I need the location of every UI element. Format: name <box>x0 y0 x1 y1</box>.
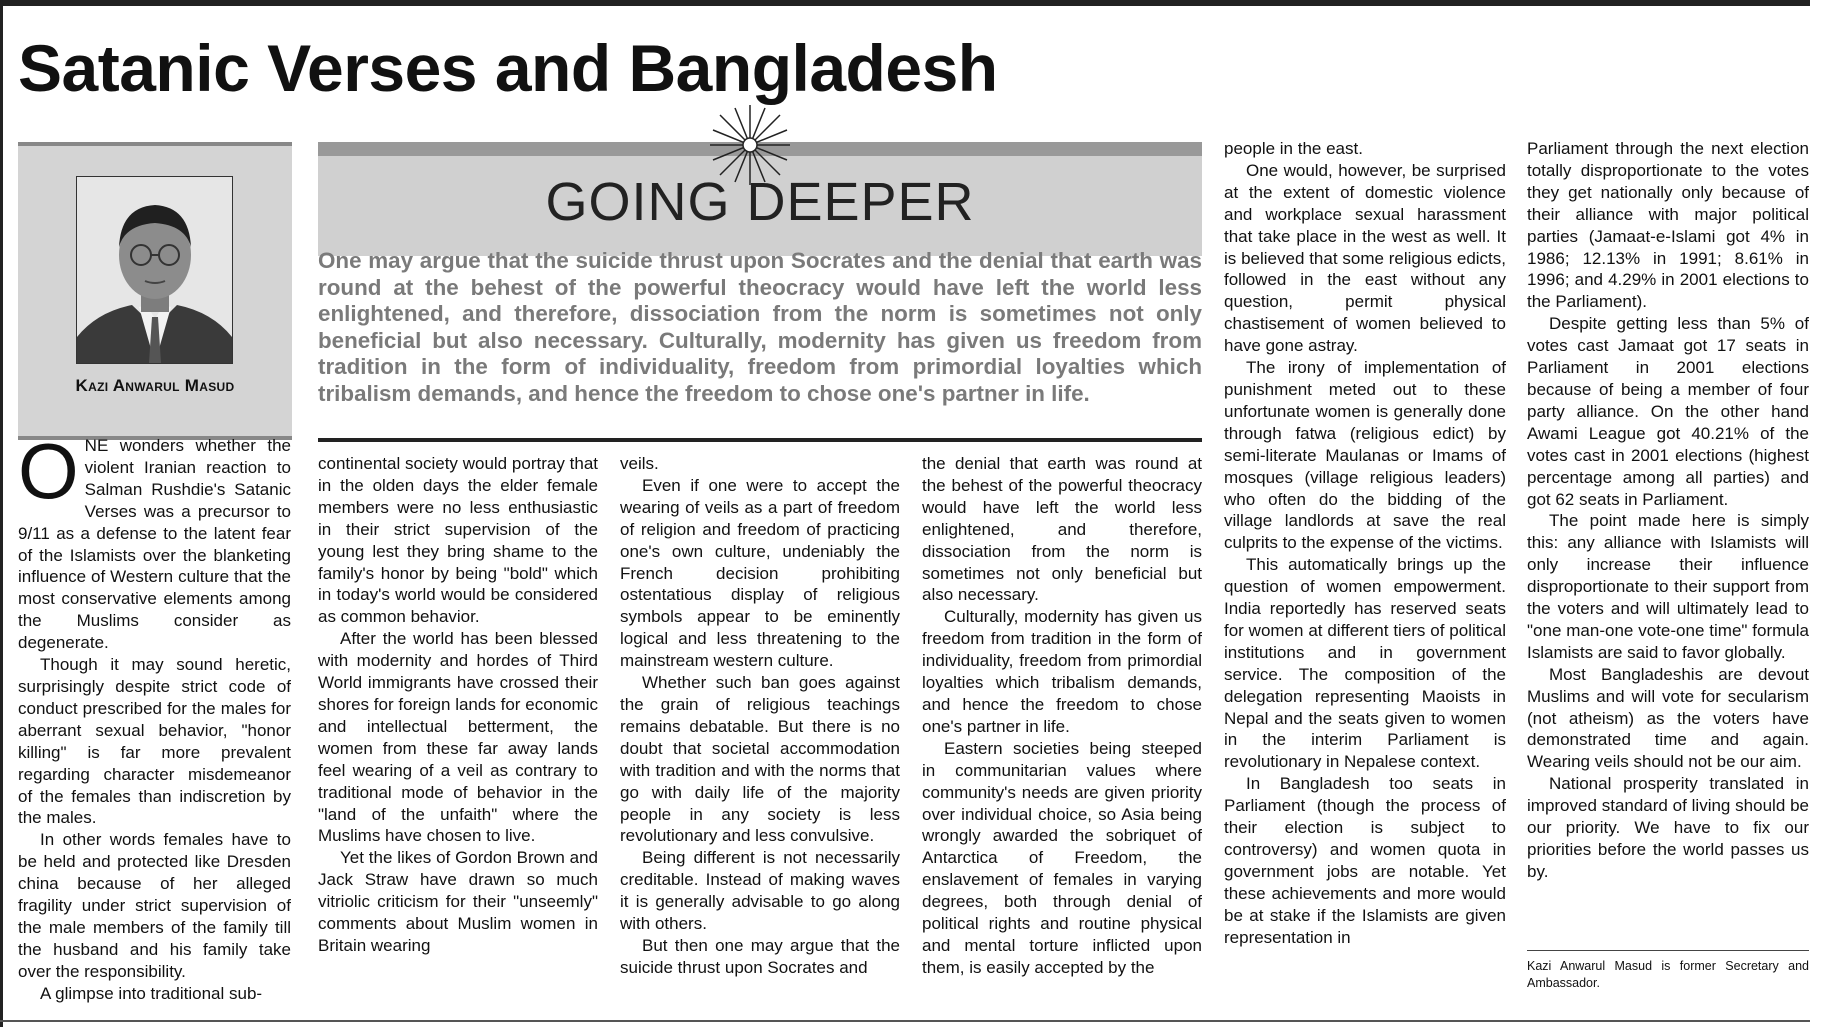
paragraph: A glimpse into traditional sub- <box>40 983 263 1003</box>
column-3 <box>620 453 900 1018</box>
paragraph: Even if one were to accept the wearing of veils as a part of freedom of religion and freedom of practicing one's own culture, undeniably the French decision prohibiting ostentatious display of religious symbols appear to be eminently logical and less threatening to the mainstream western culture. <box>620 475 900 671</box>
paragraph: This automatically brings up the question of women empowerment. India reportedly has reserved seats for women at different tiers of political institutions and in government service. The composition of the delegation representing Maoists in Nepal and the seats given to women in the interim Parliament is revolutionary in Nepalese context. <box>1224 555 1506 772</box>
author-portrait-icon <box>77 177 232 363</box>
paragraph: Despite getting less than 5% of votes cast Jamaat got 17 seats in Parliament in 2001 elections because of being a member of four party alliance. On the other hand Awami League got 40.21% of the votes cast in 2001 elections (highest percentage among all parties) and got 62 seats in Parliament. <box>1527 314 1809 509</box>
left-rule <box>0 0 3 1027</box>
paragraph: National prosperity translated in improved standard of living should be our priority. We have to fix our priorities before the world passes us by. <box>1527 774 1809 881</box>
author-box <box>18 142 292 440</box>
author-photo <box>76 176 233 364</box>
paragraph: people in the east. <box>1224 139 1363 158</box>
paragraph: But then one may argue that the suicide thrust upon Socrates and <box>620 935 900 977</box>
headline: Satanic Verses and Bangladesh <box>18 31 998 105</box>
paragraph: veils. <box>620 454 659 473</box>
paragraph: In other words females have to be held and protected like Dresden china because of her alleged fragility under strict supervision of the male members of the family till the husband and his family take over the responsibility. <box>18 830 291 981</box>
paragraph: Whether such ban goes against the grain of religious teachings remains debatable. But there is no doubt that societal accommodation with tradition and with the norms that go with daily life of the majority people in any society is less revolutionary and less convulsive. <box>620 673 900 846</box>
drop-cap: O <box>18 435 79 515</box>
column-2 <box>318 453 598 1018</box>
paragraph: Culturally, modernity has given us freedom from tradition in the form of individuality, freedom from primordial loyalties which tribalism demands, and hence the freedom to chose one's partner in life. <box>922 607 1202 736</box>
paragraph: In Bangladesh too seats in Parliament (though the process of their election is subject to controversy) and women quota in government jobs are notable. Yet these achievements and more would be at stake if the Islamists are given representation in <box>1224 774 1506 947</box>
paragraph: Yet the likes of Gordon Brown and Jack Straw have drawn so much vitriolic criticism for their "unseemly" comments about Muslim women in Britain wearing <box>318 848 598 955</box>
paragraph: After the world has been blessed with modernity and hordes of Third World immigrants have crossed their shores for foreign lands for economic and intellectual betterment, the women from these far away lands feel wearing of a veil as contrary to traditional mode of behavior in the "land of the unfaith" where the Muslims have chosen to live. <box>318 629 598 846</box>
paragraph: Most Bangladeshis are devout Muslims and will vote for secularism (not atheism) as the voters have demonstrated time and again. Wearing veils should not be our aim. <box>1527 664 1809 772</box>
paragraph: ONE wonders whether the violent Iranian reaction to Salman Rushdie's Satanic Verses was a precursor to 9/11 as a defense to the latent fear of the Islamists over the blanketing influence of Western culture that the most conservative elements among the Muslims consider as degenerate. <box>18 435 291 653</box>
paragraph: the denial that earth was round at the behest of the powerful theocracy would have left the world less enlightened, and therefore, dissociation from the norm is sometimes not only beneficial but also necessary. <box>922 454 1202 605</box>
paragraph: One would, however, be surprised at the extent of domestic violence and workplace sexual harassment that take place in the west as well. It is believed that some religious edicts, followed in the east without any question, permit physical chastisement of women believed to have gone astray. <box>1224 160 1506 356</box>
paragraph: continental society would portray that in the olden days the elder female members were no less enthusiastic in their strict supervision of the young lest they bring shame to the family's honor by being "bold" which in today's world would be considered as common behavior. <box>318 454 598 627</box>
author-name: Kazi Anwarul Masud <box>75 376 235 395</box>
column-4 <box>922 453 1202 1018</box>
footnote-rule <box>1527 950 1809 951</box>
column-1 <box>18 435 291 1015</box>
author-footnote: Kazi Anwarul Masud is former Secretary and Ambassador. <box>1527 959 1809 990</box>
pull-quote: One may argue that the suicide thrust upon Socrates and the denial that earth was round at the behest of the powerful theocracy would have left the world less enlightened, and therefore, dissociation from the norm is sometimes not only beneficial but also necessary. Culturally, modernity has given us freedom from tradition in the form of individuality, freedom from primordial loyalties which tribalism demands, and hence the freedom to chose one's partner in life. <box>318 248 1202 406</box>
top-rule <box>0 0 1810 6</box>
section-title-text: GOING DEEPER <box>545 172 975 232</box>
paragraph: Being different is not necessarily creditable. Instead of making waves it is generally advisable to go along with others. <box>620 848 900 934</box>
paragraph: Eastern societies being steeped in communitarian values where community's needs are given priority over individual choice, so Asia being wrongly awarded the sobriquet of Antarctica of Freedom, the enslavement of females in varying degrees, both through denial of political rights and routine physical and mental torture inflicted upon them, is easily accepted by the <box>922 738 1202 977</box>
column-6 <box>1527 138 1809 928</box>
section-title <box>318 170 1202 234</box>
paragraph: The point made here is simply this: any alliance with Islamists will only increase their influence disproportionate to their support from the voters and will ultimately lead to "one man-one vote-one time" formula Islamists are said to favor globally. <box>1527 511 1809 662</box>
paragraph: The irony of implementation of punishment meted out to these unfortunate women is generally done through fatwa (religious edict) by semi-literate Maulanas or Imams of mosques (village religious leaders) who often do the bidding of the village landlords at save the real culprits to the expense of the victims. <box>1224 358 1506 553</box>
paragraph: Parliament through the next election totally disproportionate to the votes they get nationally only because of their alliance with major political parties (Jamaat-e-Islami got 4% in 1986; 12.13% in 1991; 8.61% in 1996; and 4.29% in 2001 elections to the Parliament). <box>1527 139 1809 312</box>
paragraph: Though it may sound heretic, surprisingly despite strict code of conduct prescribed for the males for aberrant sexual behavior, "honor killing" is far more prevalent regarding character misdemeanor of the females than indiscretion by the males. <box>18 655 291 828</box>
bottom-rule <box>0 1020 1810 1022</box>
column-5 <box>1224 138 1506 1018</box>
pull-quote-rule <box>318 438 1202 442</box>
